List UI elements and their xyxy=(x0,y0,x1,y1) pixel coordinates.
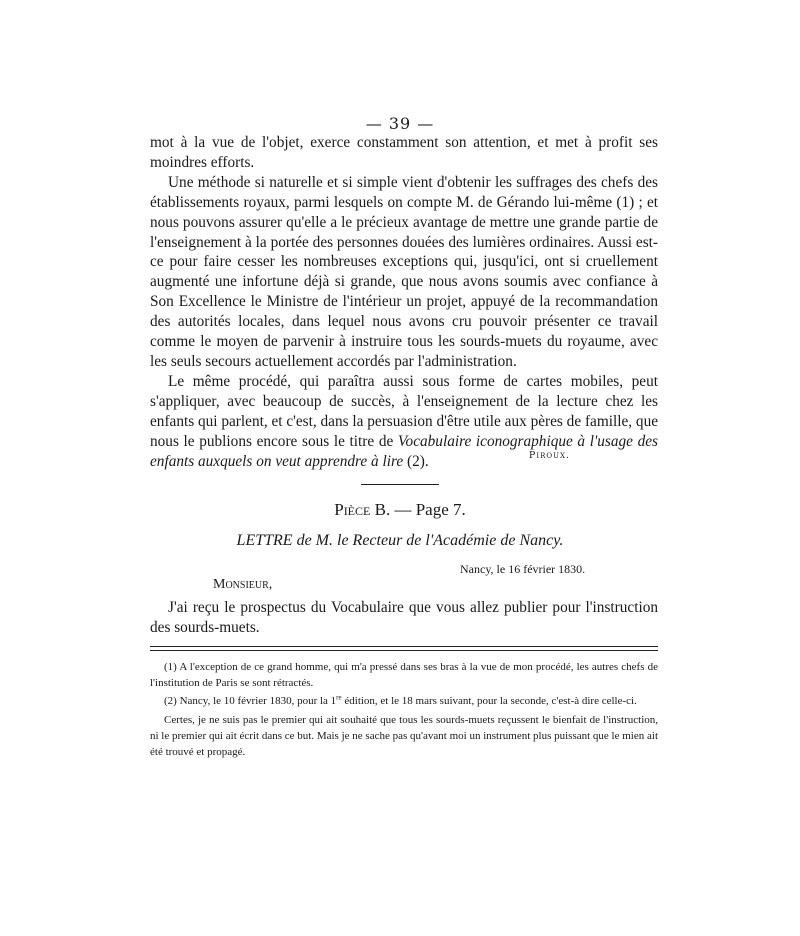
main-text xyxy=(150,133,658,471)
paragraph-1: mot à la vue de l'objet, exerce constamment son attention, et met à profit ses moindres efforts. xyxy=(150,134,658,171)
footnote-2-end: édition, et le 18 mars suivant, pour la seconde, c'est-à dire celle-ci. xyxy=(341,695,637,708)
signature: Piroux. xyxy=(528,450,570,461)
letter-title-word: LETTRE xyxy=(236,532,293,549)
paragraph-2: Une méthode si naturelle et si simple vient d'obtenir les suffrages des chefs des établissements royaux, parmi lesquels on compte M. de Gérando lui-même (1) ; et nous pouvons assurer qu'elle a le précieux avantage de mettre une grande partie de l'enseignement à la portée des personnes douées des lumières ordinaires. Aussi est-ce pour faire cesser les nombreuses exceptions qui, jusqu'ici, ont si cruellement augmenté une infortune déjà si grande, que nous avons soumis avec confiance à Son Excellence le Ministre de l'intérieur un projet, appuyé de la recommandation des autorités locales, dans lequel nous avons cru pouvoir présenter ce travail comme le moyen de parvenir à instruire tous les sourds-muets du royaume, avec les seuls secours actuellement accordés par l'administration. xyxy=(150,173,658,370)
letter-dateline: Nancy, le 16 février 1830. xyxy=(460,562,586,576)
letter-title xyxy=(0,532,800,550)
footnote-2 xyxy=(150,694,658,710)
page-number: — 39 — xyxy=(365,114,435,133)
footnote-divider xyxy=(150,646,658,651)
footnote-2-superscript: re xyxy=(336,693,342,702)
piece-page-ref: — Page 7. xyxy=(394,500,466,519)
piece-letter: B. xyxy=(374,500,391,519)
section-divider xyxy=(361,484,439,485)
footnote-2-start: (2) Nancy, le 10 février 1830, pour la 1 xyxy=(164,695,337,708)
letter-title-rest: de M. le Recteur de l'Académie de Nancy. xyxy=(292,532,564,549)
paragraph-3 xyxy=(150,372,658,472)
letter-body: J'ai reçu le prospectus du Vocabulaire que vous allez publier pour l'instruction des sourds-muets. xyxy=(150,599,658,636)
footnote-1: (1) A l'exception de ce grand homme, qui m'a pressé dans ses bras à la vue de mon procédé, les autres chefs de l'institution de Paris se sont rétractés. xyxy=(150,661,658,689)
vocabulary-title: Vocabulaire iconographique à l'usage des enfants auxquels on veut apprendre à lire xyxy=(150,432,658,470)
footnote-3: Certes, je ne suis pas le premier qui ait souhaité que tous les sourds-muets reçussent le bienfait de l'instruction, ni le premier qui ait écrit dans ce but. Mais je ne sache pas qu'avant moi un instrument plus puissant que le mien ait été trouvé et propagé. xyxy=(150,714,658,758)
letter-salutation: Monsieur, xyxy=(213,577,273,592)
piece-heading xyxy=(0,500,800,520)
paragraph-3-end: (2). xyxy=(403,452,429,470)
footnotes xyxy=(150,660,658,763)
paragraph-3-start: Le même procédé, qui paraîtra aussi sous forme de cartes mobiles, peut s'appliquer, avec beaucoup de succès, à l'enseignement de la lecture chez les enfants qui parlent, et c'est, dans la persuasion d'être utile aux pères de famille, que nous le publions encore sous le titre de xyxy=(150,372,659,450)
piece-prefix: Pièce xyxy=(334,500,371,519)
